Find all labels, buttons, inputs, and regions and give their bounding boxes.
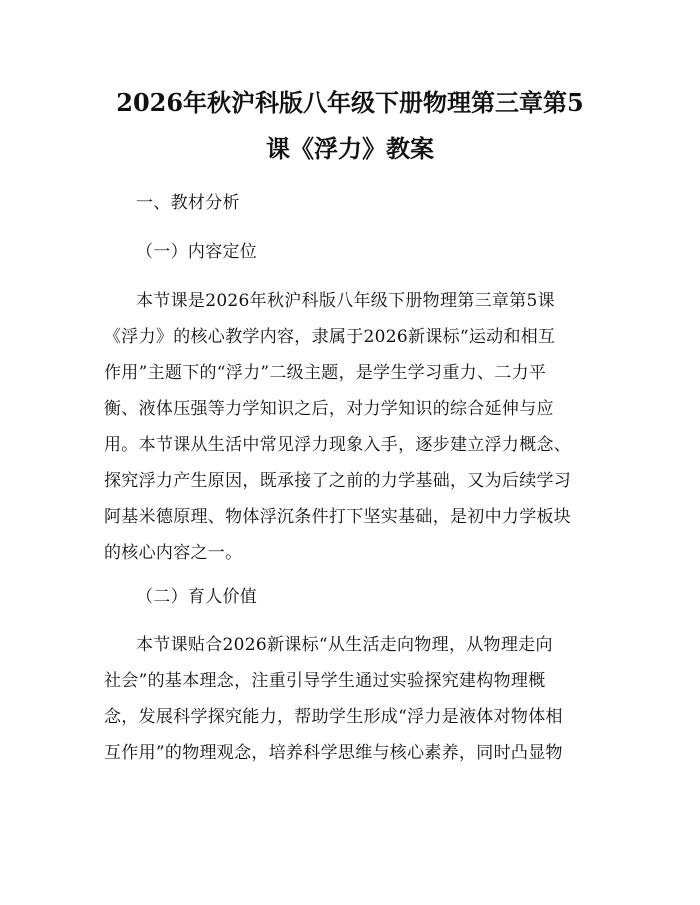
- paragraph-line: 念，发展科学探究能力，帮助学生形成“浮力是液体对物体相: [104, 707, 563, 727]
- paragraph-line: 互作用”的物理观念，培养科学思维与核心素养，同时凸显物: [104, 743, 563, 763]
- paragraph-line: 社会”的基本理念，注重引导学生通过实验探究建构物理概: [104, 671, 546, 691]
- paragraph-line: 本节课是2026年秋沪科版八年级下册物理第三章第5课: [136, 291, 555, 311]
- subsection-heading-educational-value: （二）育人价值: [136, 587, 258, 607]
- document-title-line-2: 课《浮力》教案: [266, 134, 434, 163]
- subsection-heading-content-positioning: （一）内容定位: [136, 242, 258, 262]
- paragraph-line: 作用”主题下的“浮力”二级主题，是学生学习重力、二力平: [104, 363, 547, 383]
- paragraph-line: 的核心内容之一。: [104, 543, 243, 563]
- paragraph-line: 《浮力》的核心教学内容，隶属于2026新课标“运动和相互: [104, 327, 556, 347]
- paragraph-line: 衡、液体压强等力学知识之后，对力学知识的综合延伸与应: [104, 399, 554, 419]
- paragraph-line: 阿基米德原理、物体浮沉条件打下坚实基础，是初中力学板块: [104, 507, 572, 527]
- paragraph-line: 用。本节课从生活中常见浮力现象入手，逐步建立浮力概念、: [104, 435, 572, 455]
- document-title-line-1: 2026年秋沪科版八年级下册物理第三章第5: [116, 88, 584, 117]
- paragraph-line: 本节课贴合2026新课标“从生活走向物理，从物理走向: [136, 635, 553, 655]
- section-heading-textbook-analysis: 一、教材分析: [136, 193, 240, 213]
- paragraph-line: 探究浮力产生原因，既承接了之前的力学基础，又为后续学习: [104, 471, 572, 491]
